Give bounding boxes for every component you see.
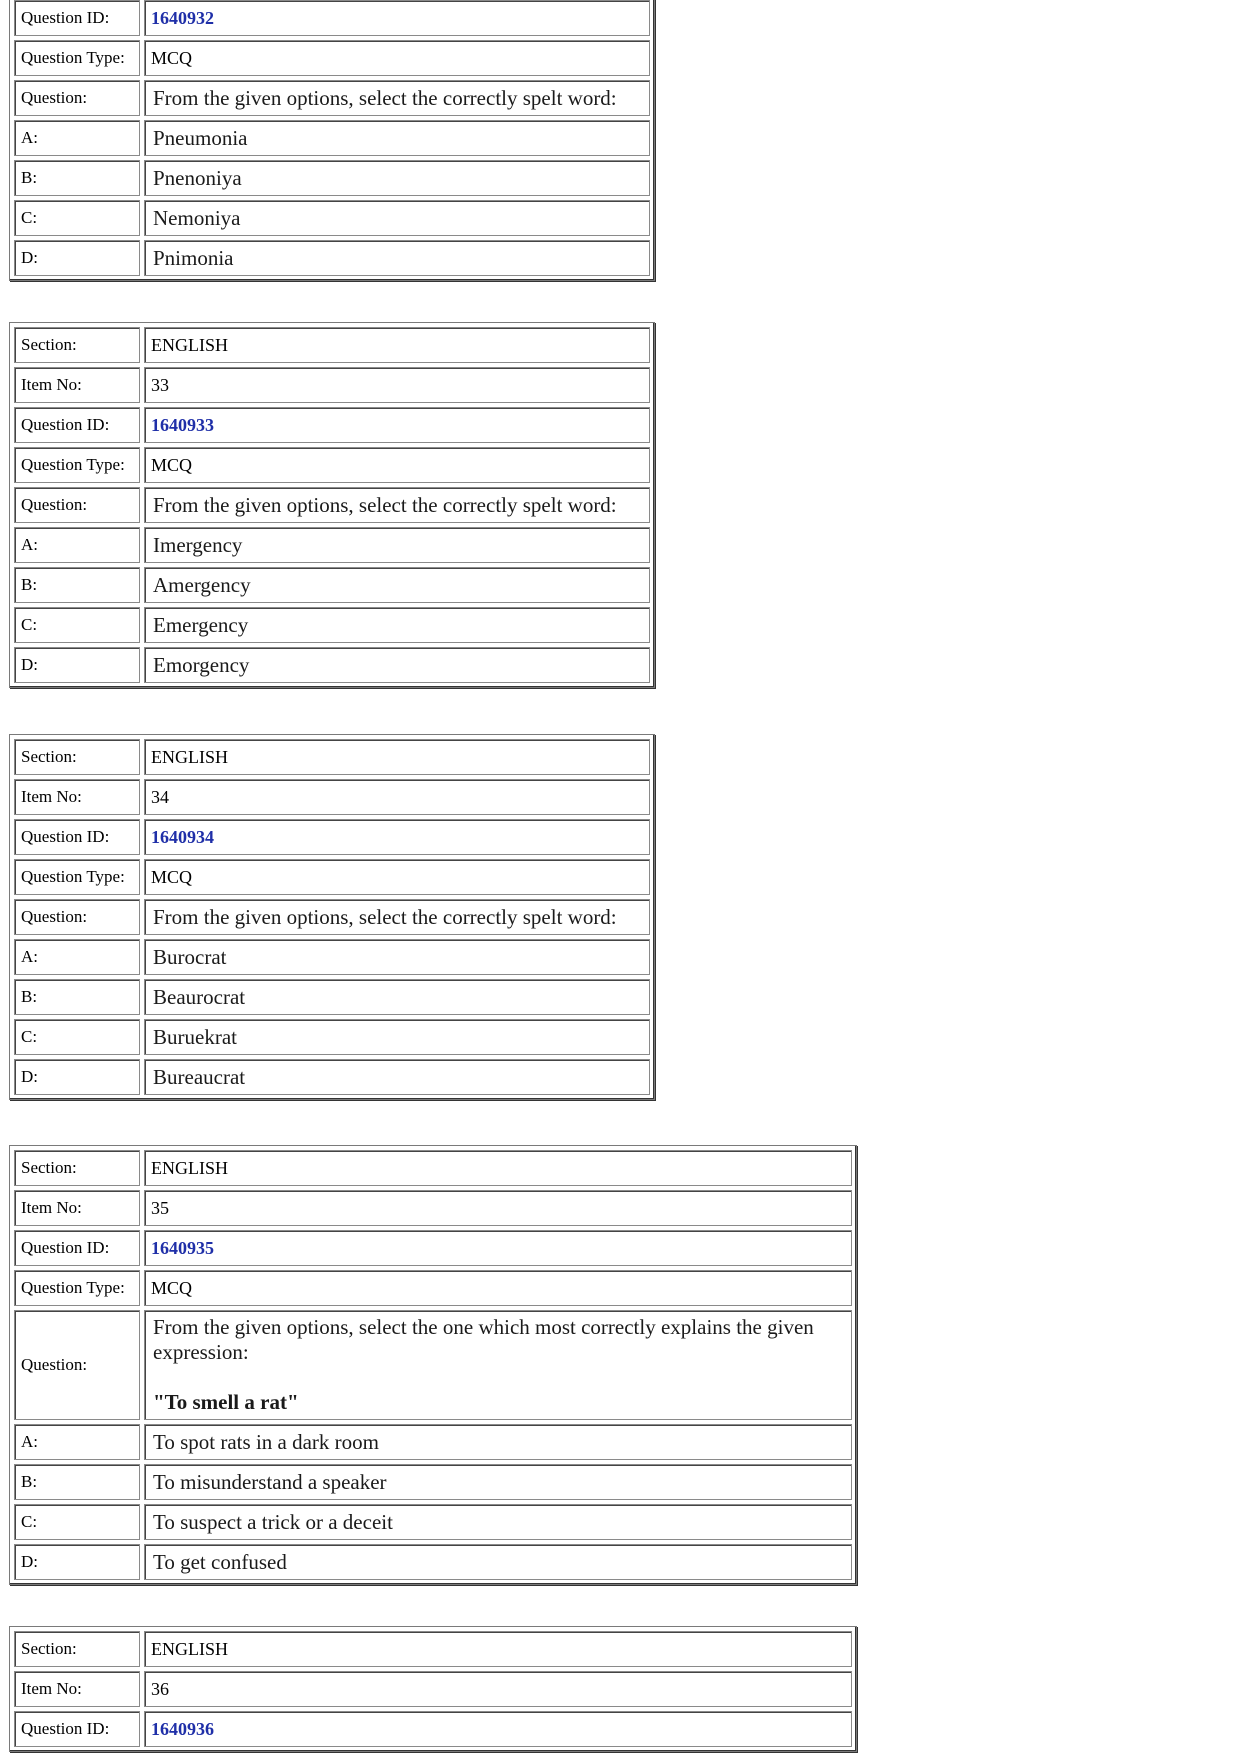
- option-a-text: To spot rats in a dark room: [144, 1424, 852, 1460]
- question-card-34: [9, 734, 655, 1100]
- question-type-value: MCQ: [144, 40, 650, 76]
- option-b-label: B:: [14, 160, 140, 196]
- option-c-label: C:: [14, 607, 140, 643]
- option-c-text: Emergency: [144, 607, 650, 643]
- option-b-text: To misunderstand a speaker: [144, 1464, 852, 1500]
- row-question-type: [14, 1270, 852, 1306]
- question-label: Question:: [14, 899, 140, 935]
- option-a-label: A:: [14, 1424, 140, 1460]
- row-option-b: [14, 160, 650, 196]
- row-question: [14, 899, 650, 935]
- option-d-label: D:: [14, 1544, 140, 1580]
- option-d-label: D:: [14, 1059, 140, 1095]
- row-question-type: [14, 859, 650, 895]
- option-a-label: A:: [14, 527, 140, 563]
- option-c-label: C:: [14, 1504, 140, 1540]
- row-section: [14, 327, 650, 363]
- row-option-a: [14, 1424, 852, 1460]
- option-b-label: B:: [14, 567, 140, 603]
- row-option-c: [14, 607, 650, 643]
- option-d-text: Pnimonia: [144, 240, 650, 276]
- question-card-36: [9, 1626, 857, 1752]
- question-text: From the given options, select the correctly spelt word:: [144, 899, 650, 935]
- row-option-c: [14, 200, 650, 236]
- option-c-text: Nemoniya: [144, 200, 650, 236]
- option-b-text: Beaurocrat: [144, 979, 650, 1015]
- row-option-b: [14, 1464, 852, 1500]
- question-expression: "To smell a rat": [153, 1390, 299, 1414]
- question-id-label: Question ID:: [14, 407, 140, 443]
- option-b-text: Amergency: [144, 567, 650, 603]
- row-option-a: [14, 527, 650, 563]
- item-no-label: Item No:: [14, 367, 140, 403]
- option-b-label: B:: [14, 979, 140, 1015]
- row-option-c: [14, 1019, 650, 1055]
- question-text: From the given options, select the one which most correctly explains the given expression:: [153, 1315, 814, 1364]
- item-no-label: Item No:: [14, 1190, 140, 1226]
- option-b-label: B:: [14, 1464, 140, 1500]
- row-option-b: [14, 567, 650, 603]
- row-item-no: [14, 1190, 852, 1226]
- option-c-text: To suspect a trick or a deceit: [144, 1504, 852, 1540]
- question-id-value: 1640932: [144, 0, 650, 36]
- option-a-text: Burocrat: [144, 939, 650, 975]
- row-option-d: [14, 1059, 650, 1095]
- item-no-value: 36: [144, 1671, 852, 1707]
- item-no-label: Item No:: [14, 1671, 140, 1707]
- question-type-label: Question Type:: [14, 40, 140, 76]
- section-label: Section:: [14, 1631, 140, 1667]
- section-value: ENGLISH: [144, 1150, 852, 1186]
- question-type-value: MCQ: [144, 859, 650, 895]
- question-type-value: MCQ: [144, 1270, 852, 1306]
- row-section: [14, 1150, 852, 1186]
- item-no-value: 35: [144, 1190, 852, 1226]
- item-no-value: 33: [144, 367, 650, 403]
- section-label: Section:: [14, 1150, 140, 1186]
- item-no-value: 34: [144, 779, 650, 815]
- row-option-a: [14, 939, 650, 975]
- option-b-text: Pnenoniya: [144, 160, 650, 196]
- option-a-label: A:: [14, 939, 140, 975]
- question-id-value: 1640936: [144, 1711, 852, 1747]
- row-question-id: [14, 1711, 852, 1747]
- row-option-d: [14, 647, 650, 683]
- question-id-value: 1640933: [144, 407, 650, 443]
- row-option-d: [14, 240, 650, 276]
- question-type-label: Question Type:: [14, 1270, 140, 1306]
- section-label: Section:: [14, 327, 140, 363]
- option-a-text: Imergency: [144, 527, 650, 563]
- row-question-id: [14, 0, 650, 36]
- row-section: [14, 739, 650, 775]
- row-item-no: [14, 779, 650, 815]
- option-c-label: C:: [14, 200, 140, 236]
- option-c-text: Buruekrat: [144, 1019, 650, 1055]
- question-text: From the given options, select the correctly spelt word:: [144, 487, 650, 523]
- row-question: [14, 1310, 852, 1420]
- question-id-label: Question ID:: [14, 1230, 140, 1266]
- row-question-type: [14, 447, 650, 483]
- section-value: ENGLISH: [144, 739, 650, 775]
- question-label: Question:: [14, 80, 140, 116]
- row-option-c: [14, 1504, 852, 1540]
- row-question-type: [14, 40, 650, 76]
- question-card-33: [9, 322, 655, 688]
- section-value: ENGLISH: [144, 1631, 852, 1667]
- question-card-32: [9, 0, 655, 281]
- option-d-text: To get confused: [144, 1544, 852, 1580]
- row-option-b: [14, 979, 650, 1015]
- row-question-id: [14, 1230, 852, 1266]
- question-text: From the given options, select the correctly spelt word:: [144, 80, 650, 116]
- option-c-label: C:: [14, 1019, 140, 1055]
- option-a-label: A:: [14, 120, 140, 156]
- option-d-label: D:: [14, 240, 140, 276]
- option-d-label: D:: [14, 647, 140, 683]
- row-option-d: [14, 1544, 852, 1580]
- option-d-text: Emorgency: [144, 647, 650, 683]
- row-question-id: [14, 407, 650, 443]
- question-id-label: Question ID:: [14, 819, 140, 855]
- question-label: Question:: [14, 1310, 140, 1420]
- question-id-label: Question ID:: [14, 0, 140, 36]
- question-type-label: Question Type:: [14, 859, 140, 895]
- item-no-label: Item No:: [14, 779, 140, 815]
- row-item-no: [14, 1671, 852, 1707]
- section-value: ENGLISH: [144, 327, 650, 363]
- question-type-label: Question Type:: [14, 447, 140, 483]
- question-id-label: Question ID:: [14, 1711, 140, 1747]
- question-type-value: MCQ: [144, 447, 650, 483]
- question-id-value: 1640934: [144, 819, 650, 855]
- option-a-text: Pneumonia: [144, 120, 650, 156]
- row-option-a: [14, 120, 650, 156]
- row-section: [14, 1631, 852, 1667]
- row-question: [14, 487, 650, 523]
- row-question: [14, 80, 650, 116]
- question-label: Question:: [14, 487, 140, 523]
- question-id-value: 1640935: [144, 1230, 852, 1266]
- row-item-no: [14, 367, 650, 403]
- option-d-text: Bureaucrat: [144, 1059, 650, 1095]
- row-question-id: [14, 819, 650, 855]
- question-cell: [144, 1310, 852, 1420]
- question-card-35: [9, 1145, 857, 1585]
- section-label: Section:: [14, 739, 140, 775]
